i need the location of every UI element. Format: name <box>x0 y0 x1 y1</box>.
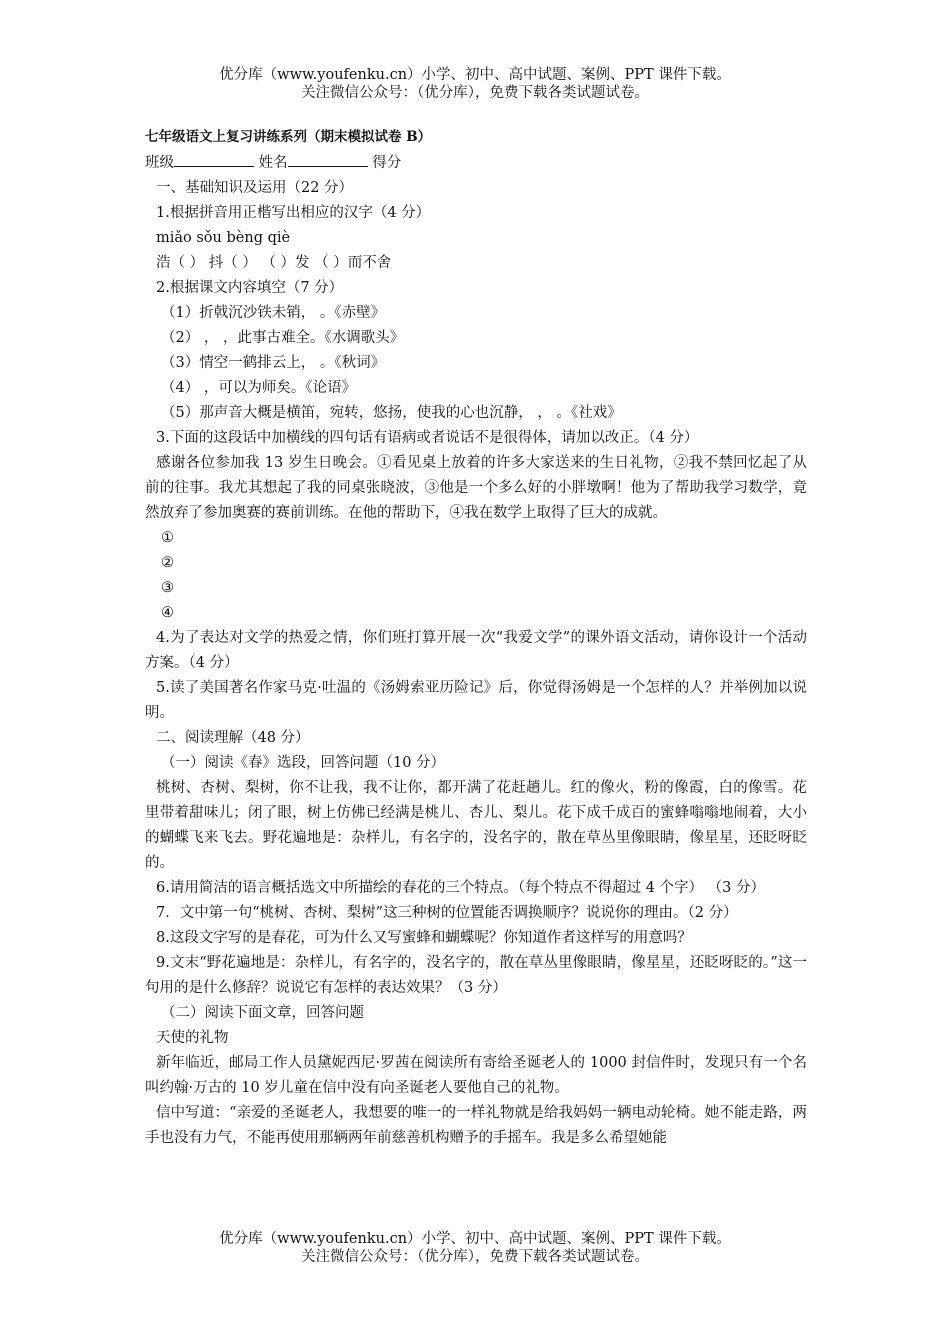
q2-text: 2.根据课文内容填空（7 分） <box>156 280 344 296</box>
section2-heading: 二、阅读理解（48 分） <box>156 730 310 746</box>
q3-marker-3: ③ <box>161 580 174 596</box>
q3-marker-1: ① <box>161 530 174 546</box>
name-blank[interactable] <box>288 150 368 167</box>
header-line-2: 关注微信公众号：（优分库），免费下载各类试题试卷。 <box>301 85 649 101</box>
q3-passage: 感谢各位参加我 13 岁生日晚会。①看见桌上放着的许多大家送来的生日礼物，②我不禁回忆起了从前的往事。我尤其想起了我的同桌张晓波，③他是一个多么好的小胖墩啊！他为了帮助我学习数学，竟然放弃了参加奥赛的赛前训练。在他的帮助下，④我在数学上取得了巨大的成就。 <box>145 455 807 521</box>
class-blank[interactable] <box>174 150 254 167</box>
q7-text: 7．文中第一句“桃树、杏树、梨树”这三种树的位置能否调换顺序？说说你的理由。（2 分） <box>156 905 738 921</box>
page-header <box>0 66 950 102</box>
score-label: 得分 <box>372 155 402 171</box>
q2-item-3: （3）情空一鹤排云上， 。《秋词》 <box>161 355 386 371</box>
class-label: 班级 <box>145 155 174 171</box>
footer-line-2: 关注微信公众号：（优分库），免费下载各类试题试卷。 <box>301 1249 649 1265</box>
part1-heading: （一）阅读《春》选段，回答问题（10 分） <box>161 755 446 771</box>
q3-marker-4: ④ <box>161 605 174 621</box>
q8-text: 8.这段文字写的是春花，可为什么又写蜜蜂和蝴蝶呢？你知道作者这样写的用意吗？ <box>156 930 692 946</box>
header-line-1: 优分库（www.youfenku.cn）小学、初中、高中试题、案例、PPT 课件下载。 <box>219 67 731 83</box>
footer-line-1: 优分库（www.youfenku.cn）小学、初中、高中试题、案例、PPT 课件下载。 <box>219 1231 731 1247</box>
q3-marker-2: ② <box>161 555 174 571</box>
q1-text: 1.根据拼音用正楷写出相应的汉字（4 分） <box>156 205 431 221</box>
q1-pinyin: miǎo sǒu bèng qiè <box>156 230 291 246</box>
q2-item-5: （5）那声音大概是横笛，宛转，悠扬，使我的心也沉静， ， 。《社戏》 <box>161 405 622 421</box>
part1-passage: 桃树、杏树、梨树，你不让我，我不让你，都开满了花赶趟儿。红的像火，粉的像霞，白的像雪。花里带着甜味儿；闭了眼，树上仿佛已经满是桃儿、杏儿、梨儿。花下成千成百的蜜蜂嗡嗡地闹着，大小的蝴蝶飞来飞去。野花遍地是：杂样儿，有名字的，没名字的，散在草丛里像眼睛，像星星，还眨呀眨的。 <box>145 780 807 871</box>
q9-text: 9.文末“野花遍地是：杂样儿，有名字的，没名字的，散在草丛里像眼睛，像星星，还眨呀眨的。”这一句用的是什么修辞？说说它有怎样的表达效果？（3 分） <box>145 955 807 996</box>
exam-title: 七年级语文上复习讲练系列（期末模拟试卷 B） <box>145 129 432 145</box>
q4-text: 4.为了表达对文学的热爱之情，你们班打算开展一次“我爱文学”的课外语文活动，请你设计一个活动方案。（4 分） <box>145 630 807 671</box>
name-label: 姓名 <box>258 155 288 171</box>
article-title: 天使的礼物 <box>156 1030 229 1046</box>
q1-blanks: 浩（ ） 抖（ ） （ ）发 （ ）而不舍 <box>156 255 392 271</box>
exam-content <box>145 125 807 1151</box>
q2-item-1: （1）折戟沉沙铁未销， 。《赤壁》 <box>161 305 386 321</box>
student-info-row <box>145 150 807 176</box>
part2-heading: （二）阅读下面文章，回答问题 <box>161 1005 364 1021</box>
q2-item-2: （2） ， ，此事古难全。《水调歌头》 <box>161 330 405 346</box>
article-para-1: 新年临近，邮局工作人员黛妮西尼·罗茜在阅读所有寄给圣诞老人的 1000 封信件时，发现只有一个名叫约翰·万古的 10 岁儿童在信中没有向圣诞老人要他自己的礼物。 <box>145 1055 807 1096</box>
q6-text: 6.请用简洁的语言概括选文中所描绘的春花的三个特点。（每个特点不得超过 4 个字） （3 分） <box>156 880 765 896</box>
article-para-2: 信中写道：“亲爱的圣诞老人，我想要的唯一的一样礼物就是给我妈妈一辆电动轮椅。她不能走路，两手也没有力气，不能再使用那辆两年前慈善机构赠予的手摇车。我是多么希望她能 <box>145 1105 807 1146</box>
section1-heading: 一、基础知识及运用（22 分） <box>156 180 354 196</box>
page-footer <box>0 1230 950 1266</box>
q3-text: 3.下面的这段话中加横线的四句话有语病或者说话不是很得体，请加以改正。（4 分） <box>156 430 699 446</box>
q5-text: 5.读了美国著名作家马克·吐温的《汤姆索亚历险记》后，你觉得汤姆是一个怎样的人？并举例加以说明。 <box>145 680 807 721</box>
q2-item-4: （4） ，可以为师矣。《论语》 <box>161 380 357 396</box>
